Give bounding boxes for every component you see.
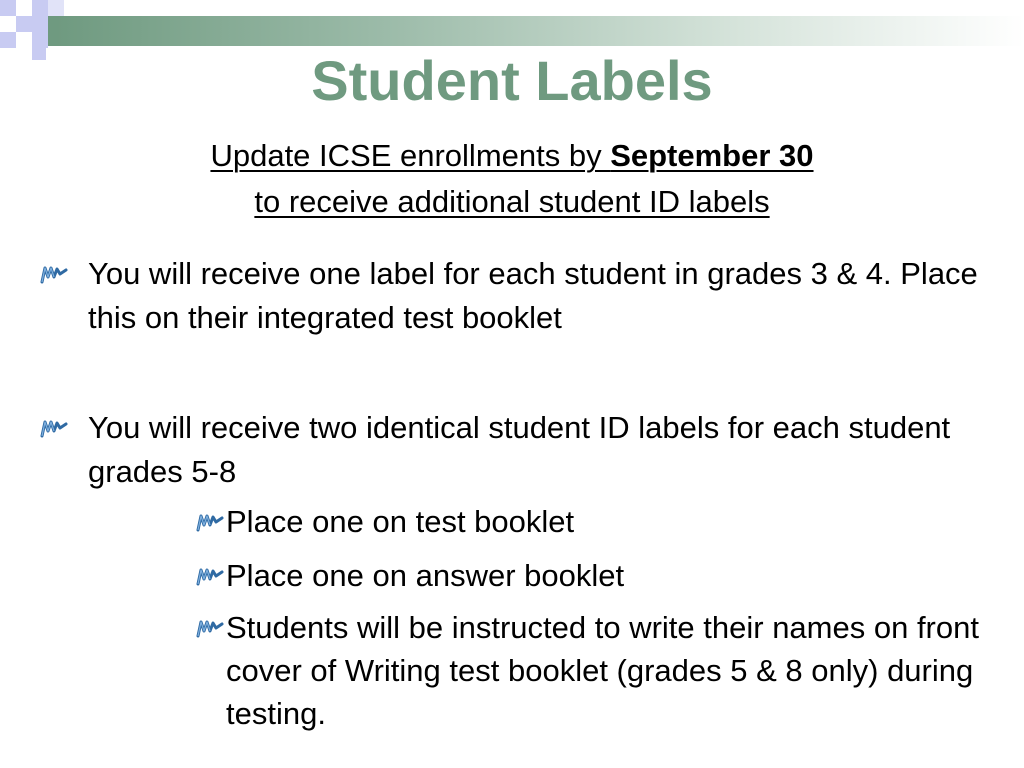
bullet-item [40, 252, 990, 340]
bullet-text: You will receive two identical student ID labels for each student grades 5-8 [88, 410, 951, 489]
subtitle-line-2: to receive additional student ID labels [254, 184, 770, 219]
bullet-arrow-icon [196, 564, 224, 586]
bullet-item [40, 406, 990, 494]
sub-bullet-text: Place one on answer booklet [226, 558, 625, 593]
decor-square [32, 0, 48, 16]
sub-bullet-text: Place one on test booklet [226, 504, 575, 539]
sub-bullet-text: Students will be instructed to write their names on front cover of Writing test booklet (grades 5 & 8 only) during testing. [226, 610, 979, 731]
subtitle-deadline: September 30 [610, 138, 814, 173]
decor-square [48, 0, 64, 16]
decor-square [16, 32, 32, 48]
slide-title: Student Labels [311, 49, 713, 112]
bullet-arrow-icon [40, 416, 68, 438]
decor-square [0, 0, 16, 16]
decor-square [0, 32, 16, 48]
slide-subtitle [0, 133, 1024, 225]
decor-square [16, 0, 32, 16]
subtitle-line-1-text: Update ICSE enrollments by [210, 138, 611, 173]
sub-bullet-item [196, 606, 996, 735]
sub-bullet-item [196, 554, 996, 597]
bullet-arrow-icon [196, 510, 224, 532]
sub-bullet-item [196, 500, 996, 543]
decor-square [16, 16, 32, 32]
bullet-arrow-icon [40, 262, 68, 284]
decor-square [0, 16, 16, 32]
header-gradient-bar [56, 16, 1024, 46]
bullet-arrow-icon [196, 616, 224, 638]
decor-square [32, 16, 48, 32]
bullet-text: You will receive one label for each student in grades 3 & 4. Place this on their integrated test booklet [88, 256, 978, 335]
subtitle-line-1 [0, 133, 1024, 179]
